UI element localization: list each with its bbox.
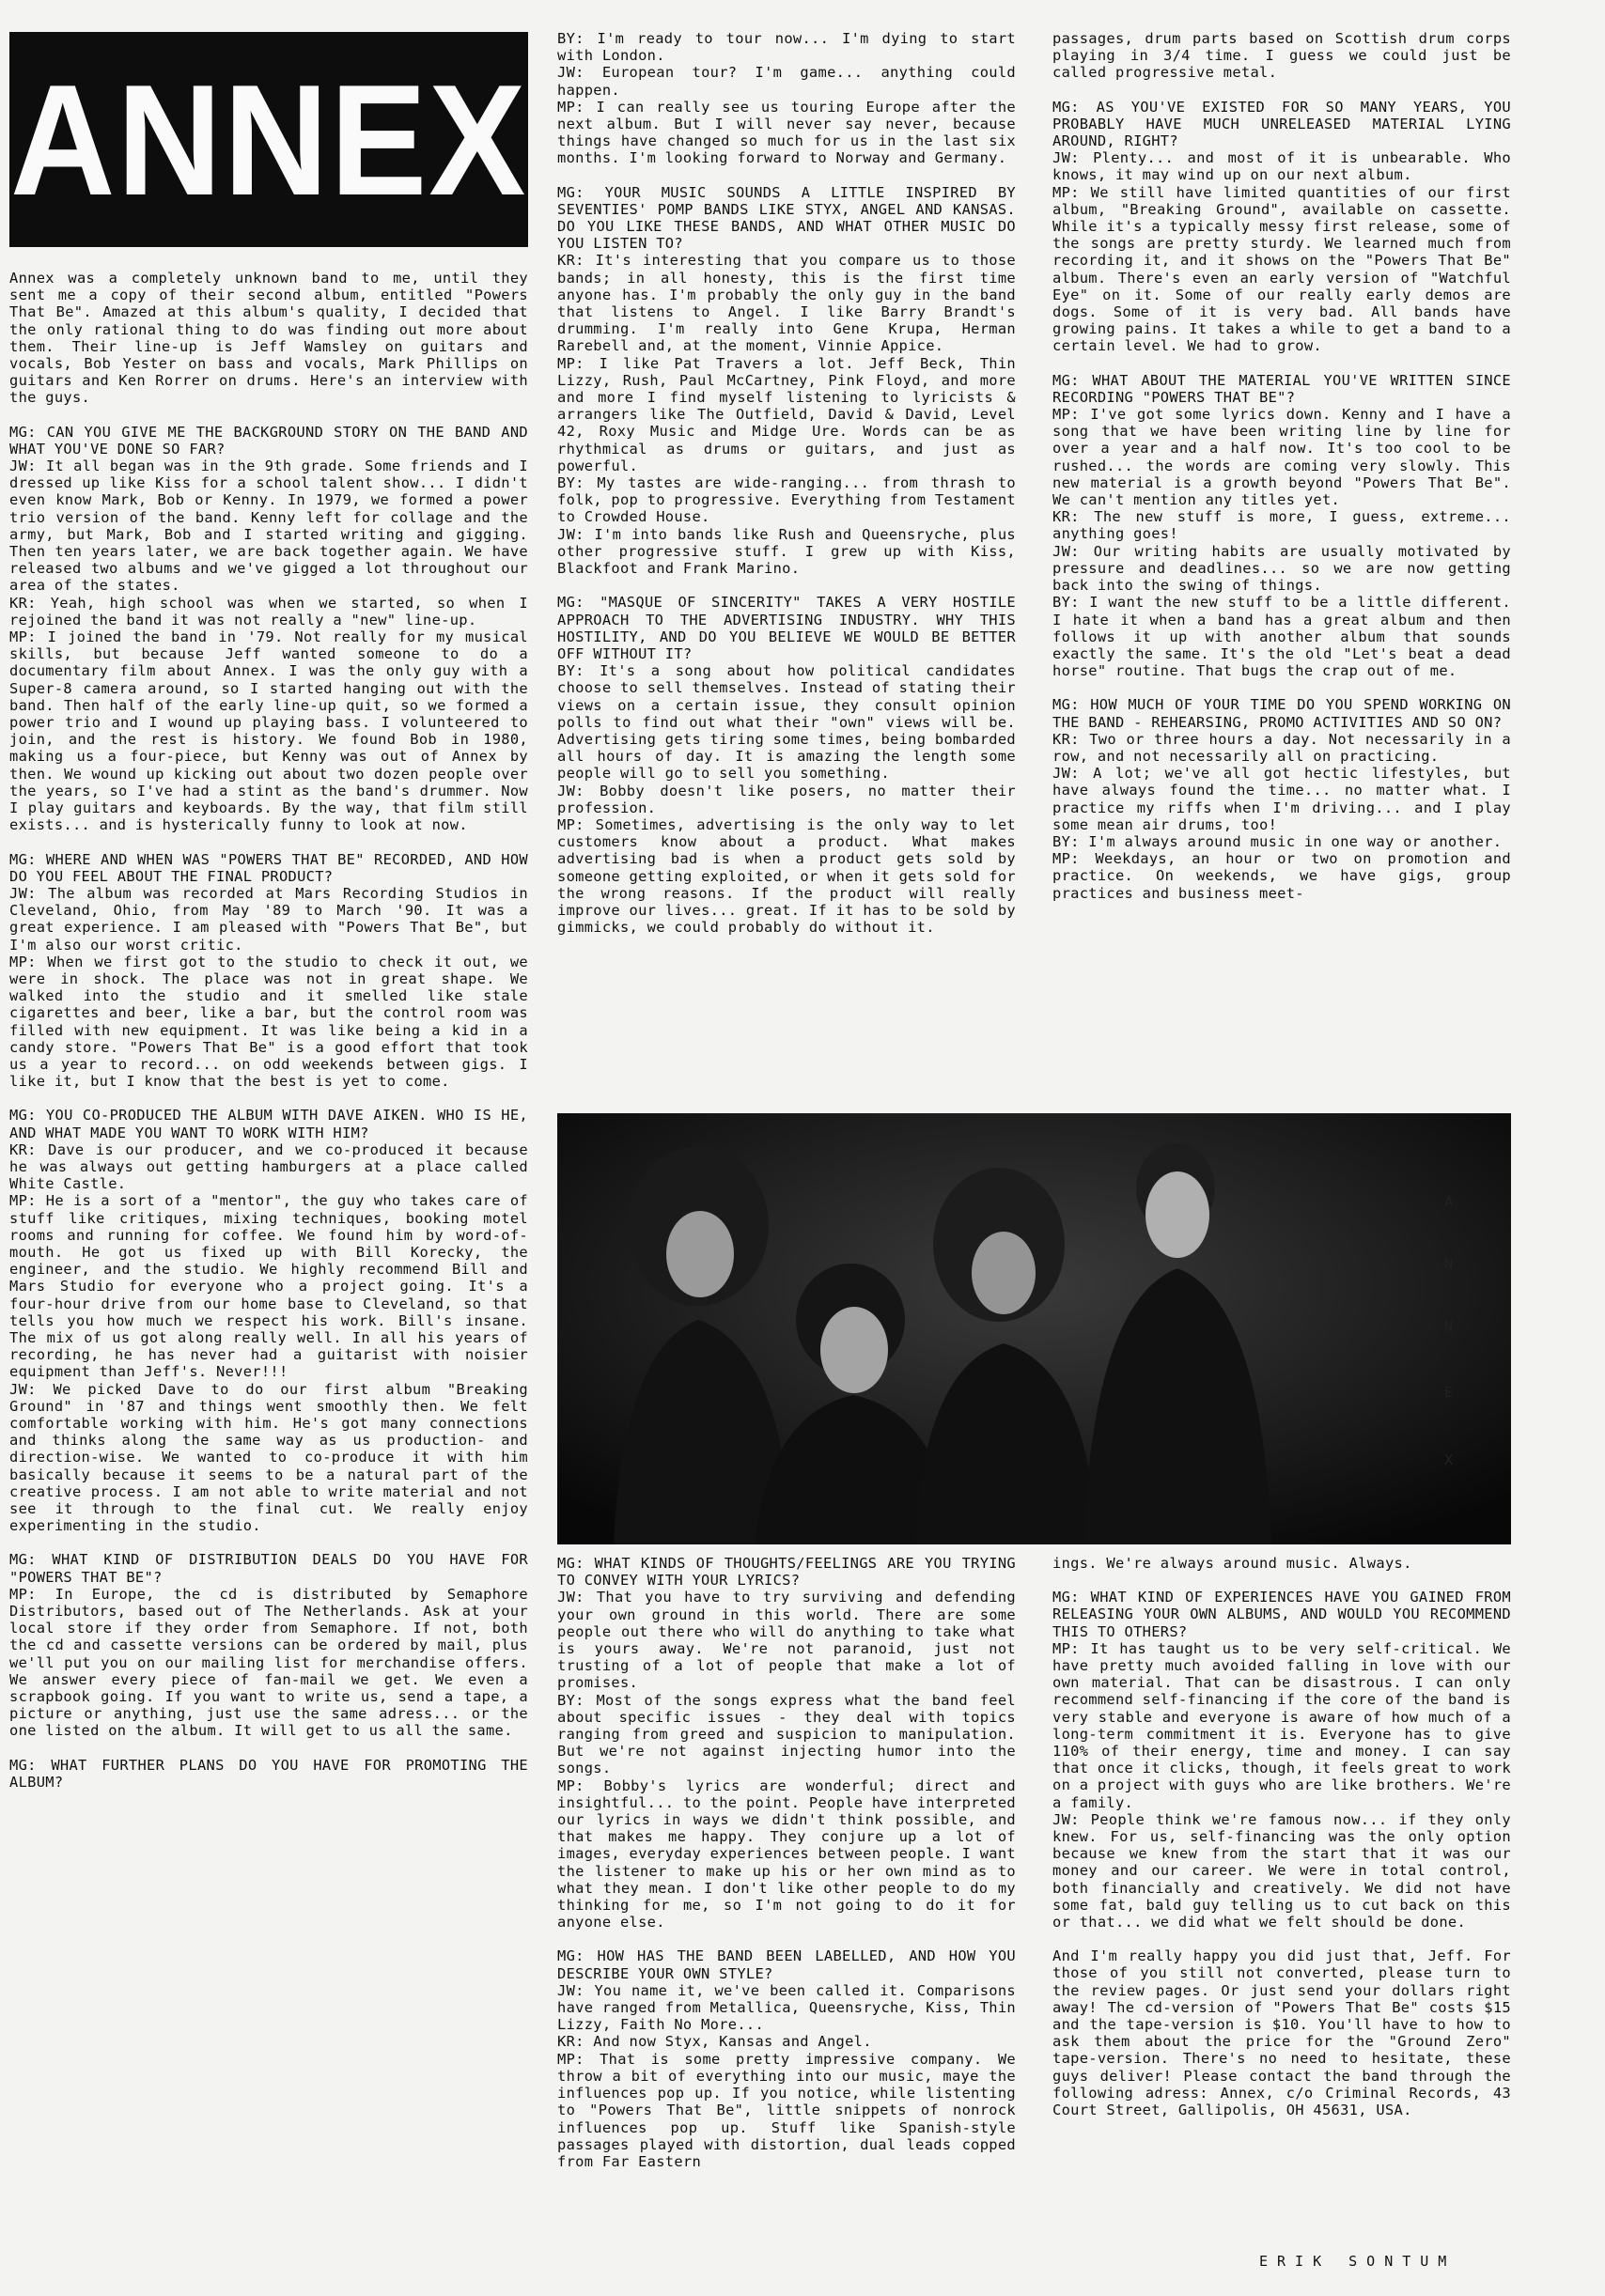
band-photo	[557, 1113, 1511, 1544]
paragraph: MG: YOUR MUSIC SOUNDS A LITTLE INSPIRED BY SEVENTIES' POMP BANDS LIKE STYX, ANGEL AND KANSAS. DO YOU LIKE THESE BANDS, AND WHAT OTHER MUSIC DO YOU LISTEN TO? KR: It's interesting that you compare us to those bands; in all honesty, this is the first time anyone has. I'm probably the only guy in the band that listens to Angel. I like Barry Brandt's drumming. I'm really into Gene Krupa, Herman Rarebell and, at the moment, Vinnie Appice. MP: I like Pat Travers a lot. Jeff Beck, Thin Lizzy, Rush, Paul McCartney, Pink Floyd, and more and more I find myself listening to lyricists & arrangers like The Outfield, David & David, Level 42, Roxy Music and Midge Ure. Words can be as rhythmical as drums or guitars, and just as powerful. BY: My tastes are wide-ranging... from thrash to folk, pop to progressive. Everything from Testament to Crowded House. JW: I'm into bands like Rush and Queensryche, plus other progressive stuff. I grew up with Kiss, Blackfoot and Frank Marino.	[557, 183, 1016, 578]
masthead-title: ANNEX	[9, 51, 528, 228]
photo-label-letter-5: X	[1444, 1451, 1454, 1468]
band-photo-image	[557, 1113, 1511, 1544]
paragraph: MG: WHAT FURTHER PLANS DO YOU HAVE FOR PROMOTING THE ALBUM?	[9, 1756, 528, 1791]
photo-label-letter-3: N	[1444, 1318, 1454, 1335]
column-2-top	[557, 30, 1016, 953]
paragraph: MG: WHAT KIND OF DISTRIBUTION DEALS DO YOU HAVE FOR "POWERS THAT BE"? MP: In Europe, the cd is distributed by Semaphore Distributors, based out of The Netherlands. Ask at your local store if they order from Semaphore. If not, both the cd and cassette versions can be ordered by mail, plus we'll put you on our mailing list for merchandise offers. We answer every piece of fan-mail we get. We even a scrapbook going. If you want to write us, send a tape, a picture or anything, just use the same adress... or the one listed on the album. It will get to us all the same.	[9, 1551, 528, 1740]
author-signature: ERIK SONTUM	[1259, 2253, 1457, 2270]
paragraph: ings. We're always around music. Always.	[1052, 1555, 1412, 1572]
column-3-bottom	[1052, 1555, 1511, 2135]
paragraph: BY: I'm ready to tour now... I'm dying to start with London. JW: European tour? I'm game... anything could happen. MP: I can really see us touring Europe after the next album. But I will never say never, because things have changed so much for us in the last six months. I'm looking forward to Norway and Germany.	[557, 30, 1016, 167]
paragraph: MG: AS YOU'VE EXISTED FOR SO MANY YEARS, YOU PROBABLY HAVE MUCH UNRELEASED MATERIAL LYING AROUND, RIGHT? JW: Plenty... and most of it is unbearable. Who knows, it may wind up on our next album. MP: We still have limited quantities of our first album, "Breaking Ground", available on cassette. While it's a typically messy first release, some of the songs are pretty sturdy. We learned much from recording it, and it shows on the "Powers That Be" album. There's even an early version of "Watchful Eye" on it. Some of our really early demos are dogs. Some of it is very bad. All bands have growing pains. It takes a while to get a band to a certain level. We had to grow.	[1052, 98, 1511, 355]
paragraph: MG: HOW MUCH OF YOUR TIME DO YOU SPEND WORKING ON THE BAND - REHEARSING, PROMO ACTIVITIES AND SO ON? KR: Two or three hours a day. Not necessarily in a row, and not necessarily all on practicing. JW: A lot; we've all got hectic lifestyles, but have always found the time... no matter what. I practice my riffs when I'm driving... and I play some mean air drums, too! BY: I'm always around music in one way or another. MP: Weekdays, an hour or two on promotion and practice. On weekends, we have gigs, group practices and business meet-	[1052, 696, 1511, 902]
column-1	[9, 270, 528, 1807]
paragraph: Annex was a completely unknown band to me, until they sent me a copy of their second album, entitled "Powers That Be". Amazed at this album's quality, I decided that the only rational thing to do was finding out more about them. Their line-up is Jeff Wamsley on guitars and vocals, Bob Yester on bass and vocals, Mark Phillips on guitars and Ken Rorrer on drums. Here's an interview with the guys.	[9, 270, 528, 407]
paragraph: MG: WHAT KIND OF EXPERIENCES HAVE YOU GAINED FROM RELEASING YOUR OWN ALBUMS, AND WOULD YOU RECOMMEND THIS TO OTHERS? MP: It has taught us to be very self-critical. We have pretty much avoided falling in love with our own material. That can be disastrous. I can only recommend self-financing if the core of the band is very stable and everyone is aware of how much of a long-term commitment it is. Everyone has to give 110% of their energy, time and money. I can say that once it clicks, though, it feels great to work on a project with guys who are like brothers. We're a family. JW: People think we're famous now... if they only knew. For us, self-financing was the only option because we knew from the start that it was our money and our career. We were in total control, both financially and creatively. We did not have some fat, bald guy telling us to cut back on this or that... we did what we felt should be done.	[1052, 1589, 1511, 1931]
paragraph: passages, drum parts based on Scottish drum corps playing in 3/4 time. I guess we could just be called progressive metal.	[1052, 30, 1511, 82]
paragraph: MG: "MASQUE OF SINCERITY" TAKES A VERY HOSTILE APPROACH TO THE ADVERTISING INDUSTRY. WHY THIS HOSTILITY, AND DO YOU BELIEVE WE WOULD BE BETTER OFF WITHOUT IT? BY: It's a song about how political candidates choose to sell themselves. Instead of stating their views on a certain issue, they consult opinion polls to find out what their "own" views will be. Advertising gets tiring some times, being bombarded all hours of day. It is amazing the length some people will go to sell you something. JW: Bobby doesn't like posers, no matter their profession. MP: Sometimes, advertising is the only way to let customers know about a product. What makes advertising bad is when a product gets sold by someone getting exploited, or when it gets sold for the wrong reasons. If the product will really improve our lives... great. If it has to be sold by gimmicks, we could probably do without it.	[557, 594, 1016, 937]
photo-label-letter-1: A	[1444, 1193, 1454, 1210]
photo-label-letter-4: E	[1444, 1384, 1454, 1401]
paragraph: MG: YOU CO-PRODUCED THE ALBUM WITH DAVE AIKEN. WHO IS HE, AND WHAT MADE YOU WANT TO WORK WITH HIM? KR: Dave is our producer, and we co-produced it because he was always out getting hamburgers at a place called White Castle. MP: He is a sort of a "mentor", the guy who takes care of stuff like critiques, mixing techniques, booking motel rooms and running for coffee. We found him by word-of-mouth. He got us fixed up with Bill Korecky, the engineer, and the studio. We highly recommend Bill and Mars Studio for everyone who a project going. It's a four-hour drive from our home base to Cleveland, so that tells you how much we respect his work. Bill's insane. The mix of us got along really well. In all his years of recording, he has never had a guitarist with noisier equipment than Jeff's. Never!!! JW: We picked Dave to do our first album "Breaking Ground" in '87 and things went smoothly then. We felt comfortable working with him. He's got many connections and thinks along the same way as us production- and direction-wise. We wanted to co-produce it with him basically because it seems to be a natural part of the creative process. I am not able to write material and not see it through to the final cut. We really enjoy experimenting in the studio.	[9, 1107, 528, 1535]
paragraph: MG: HOW HAS THE BAND BEEN LABELLED, AND HOW YOU DESCRIBE YOUR OWN STYLE? JW: You name it, we've been called it. Comparisons have ranged from Metallica, Queensryche, Kiss, Thin Lizzy, Faith No More... KR: And now Styx, Kansas and Angel. MP: That is some pretty impressive company. We throw a bit of everything into our music, maye the influences pop up. If you notice, while listenting to "Powers That Be", little snippets of nonrock influences pop up. Stuff like Spanish-style passages played with distortion, dual leads copped from Far Eastern	[557, 1947, 1016, 2170]
paragraph: MG: WHAT KINDS OF THOUGHTS/FEELINGS ARE YOU TRYING TO CONVEY WITH YOUR LYRICS? JW: That you have to try surviving and defending your own ground in this world. There are some people out there who will do anything to take what is yours away. We're not paranoid, just not trusting of a lot of people that make a lot of promises. BY: Most of the songs express what the band feel about specific issues - they deal with topics ranging from greed and suspicion to manipulation. But we're not against injecting humor into the songs. MP: Bobby's lyrics are wonderful; direct and insightful... to the point. People have interpreted our lyrics in ways we didn't think possible, and that makes me happy. They conjure up a lot of images, everyday experiences between people. I want the listener to make up his or her own mind as to what they mean. I don't like other people to do my thinking for me, so I'm not going to do it for anyone else.	[557, 1555, 1016, 1931]
column-3-top	[1052, 30, 1511, 919]
masthead	[9, 32, 528, 247]
paragraph: MG: CAN YOU GIVE ME THE BACKGROUND STORY ON THE BAND AND WHAT YOU'VE DONE SO FAR? JW: It all began was in the 9th grade. Some friends and I dressed up like Kiss for a school talent show... I didn't even know Mark, Bob or Kenny. In 1979, we formed a power trio version of the band. Kenny left for collage and the army, but Mark, Bob and I started writing and gigging. Then ten years later, we are back together again. We have released two albums and we've gigged a lot throughout our area of the states. KR: Yeah, high school was when we started, so when I rejoined the band it was not really a "new" line-up. MP: I joined the band in '79. Not really for my musical skills, but because Jeff wanted someone to do a documentary film about Annex. I was the only guy with a Super-8 camera around, so I started hanging out with the band. Then half of the early line-up quit, so we formed a power trio and I wound up playing bass. I volunteered to join, and the rest is history. We found Bob in 1980, making us a four-piece, but Kenny was out of Annex by then. We wound up kicking out about two dozen people over the years, so I've had a stint as the band's drummer. Now I play guitars and keyboards. By the way, that film still exists... and is hysterically funny to look at now.	[9, 423, 528, 834]
column-2-bottom	[557, 1555, 1016, 2187]
photo-label-letter-2: N	[1444, 1255, 1454, 1272]
paragraph: MG: WHERE AND WHEN WAS "POWERS THAT BE" RECORDED, AND HOW DO YOU FEEL ABOUT THE FINAL PRODUCT? JW: The album was recorded at Mars Recording Studios in Cleveland, Ohio, from May '89 to March '90. It was a great experience. I am pleased with "Powers That Be", but I'm also our worst critic. MP: When we first got to the studio to check it out, we were in shock. The place was not in great shape. We walked into the studio and it smelled like stale cigarettes and beer, like a bar, but the control room was filled with new equipment. It was like being a kid in a candy store. "Powers That Be" is a good effort that took us a year to record... on odd weekends between gigs. I like it, but I know that the best is yet to come.	[9, 850, 528, 1091]
paragraph: And I'm really happy you did just that, Jeff. For those of you still not converted, please turn to the review pages. Or just send your dollars right away! The cd-version of "Powers That Be" costs $15 and the tape-version is $10. You'll have to how to ask them about the price for the "Ground Zero" tape-version. There's no need to hesitate, these guys deliver! Please contact the band through the following adress: Annex, c/o Criminal Records, 43 Court Street, Gallipolis, OH 45631, USA.	[1052, 1947, 1511, 2119]
paragraph: MG: WHAT ABOUT THE MATERIAL YOU'VE WRITTEN SINCE RECORDING "POWERS THAT BE"? MP: I've got some lyrics down. Kenny and I have a song that we have been writing line by line for over a year and a half now. It's too cool to be rushed... the words are coming very slowly. This new material is a growth beyond "Powers That Be". We can't mention any titles yet. KR: The new stuff is more, I guess, extreme... anything goes! JW: Our writing habits are usually motivated by pressure and deadlines... so we are now getting back into the swing of things. BY: I want the new stuff to be a little different. I hate it when a band has a great album and then follows it up with another album that sounds exactly the same. It's the old "Let's beat a dead horse" routine. That bugs the crap out of me.	[1052, 371, 1511, 680]
